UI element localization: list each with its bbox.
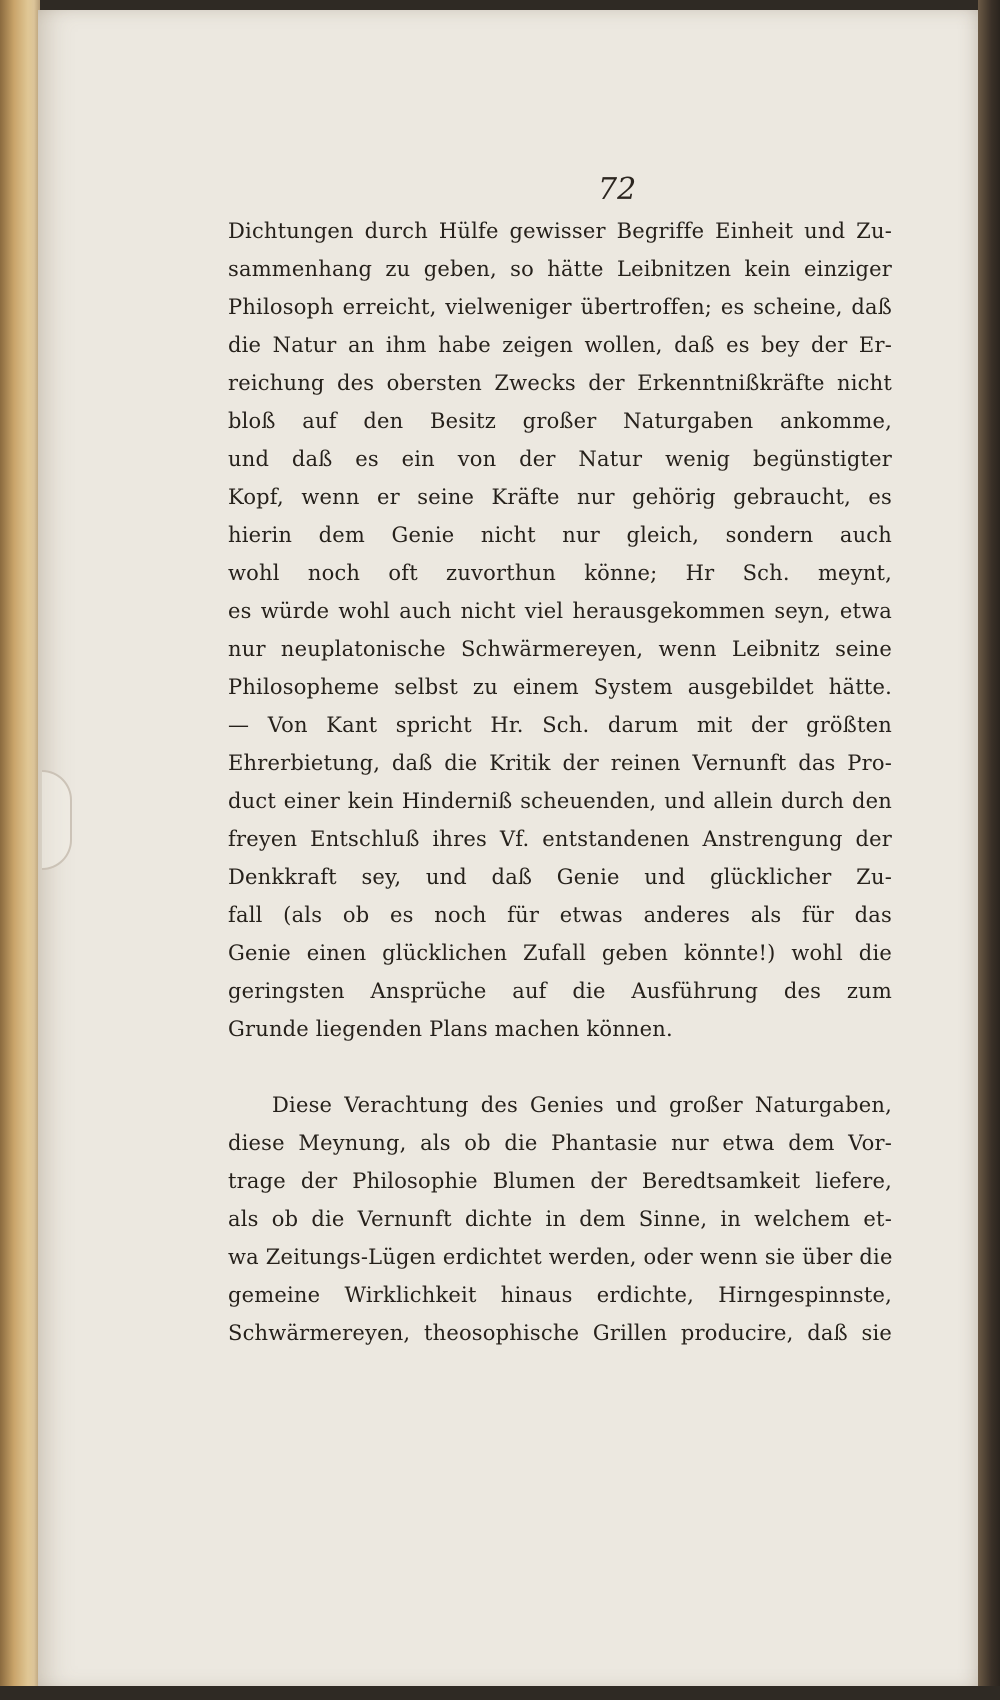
text-line: wohl noch oft zuvorthun könne; Hr Sch. meynt, [228, 561, 892, 585]
text-line: gemeine Wirklichkeit hinaus erdichte, Hirngespinnste, [228, 1283, 892, 1307]
text-line: die Natur an ihm habe zeigen wollen, daß es bey der Er- [228, 333, 892, 357]
text-line: hierin dem Genie nicht nur gleich, sondern auch [228, 523, 892, 547]
text-line: Schwärmereyen, theosophische Grillen producire, daß sie [228, 1321, 892, 1345]
text-line: Denkkraft sey, und daß Genie und glücklicher Zu- [228, 865, 892, 889]
text-line: Philosopheme selbst zu einem System ausgebildet hätte. [228, 675, 892, 699]
text-line: Grunde liegenden Plans machen können. [228, 1017, 673, 1041]
page-number: 72 [598, 172, 637, 207]
book-cover-edge [978, 0, 1000, 1700]
text-line: bloß auf den Besitz großer Naturgaben ankomme, [228, 409, 892, 433]
text-line: geringsten Ansprüche auf die Ausführung des zum [228, 979, 892, 1003]
text-line: Genie einen glücklichen Zufall geben könnte!) wohl die [228, 941, 892, 965]
text-line: Ehrerbietung, daß die Kritik der reinen Vernunft das Pro- [228, 751, 892, 775]
text-line: Dichtungen durch Hülfe gewisser Begriffe Einheit und Zu- [228, 219, 892, 243]
paragraph [228, 212, 892, 1048]
margin-tab-mark [42, 770, 72, 870]
text-line: freyen Entschluß ihres Vf. entstandenen Anstrengung der [228, 827, 892, 851]
text-line: es würde wohl auch nicht viel herausgekommen seyn, etwa [228, 599, 892, 623]
text-line: diese Meynung, als ob die Phantasie nur etwa dem Vor- [228, 1131, 892, 1155]
text-line: sammenhang zu geben, so hätte Leibnitzen kein einziger [228, 257, 892, 281]
text-line: Philosoph erreicht, vielweniger übertroffen; es scheine, daß [228, 295, 892, 319]
text-line: — Von Kant spricht Hr. Sch. darum mit der größten [228, 713, 892, 737]
text-line: und daß es ein von der Natur wenig begünstigter [228, 447, 892, 471]
text-line: nur neuplatonische Schwärmereyen, wenn Leibnitz seine [228, 637, 892, 661]
text-line: wa Zeitungs-Lügen erdichtet werden, oder wenn sie über die [228, 1245, 893, 1269]
text-line: fall (als ob es noch für etwas anderes als für das [228, 903, 892, 927]
text-line: als ob die Vernunft dichte in dem Sinne, in welchem et- [228, 1207, 892, 1231]
text-line: trage der Philosophie Blumen der Beredtsamkeit liefere, [228, 1169, 892, 1193]
text-line: Kopf, wenn er seine Kräfte nur gehörig gebraucht, es [228, 485, 892, 509]
paragraph [228, 1086, 892, 1352]
body-text [228, 212, 892, 1352]
book-page-edges [0, 0, 40, 1700]
paragraph-gap [228, 1048, 892, 1086]
text-line: reichung des obersten Zwecks der Erkenntnißkräfte nicht [228, 371, 892, 395]
text-line: Diese Verachtung des Genies und großer Naturgaben, [272, 1093, 892, 1117]
text-line: duct einer kein Hinderniß scheuenden, und allein durch den [228, 789, 892, 813]
scan-bottom-border [0, 1686, 1000, 1700]
